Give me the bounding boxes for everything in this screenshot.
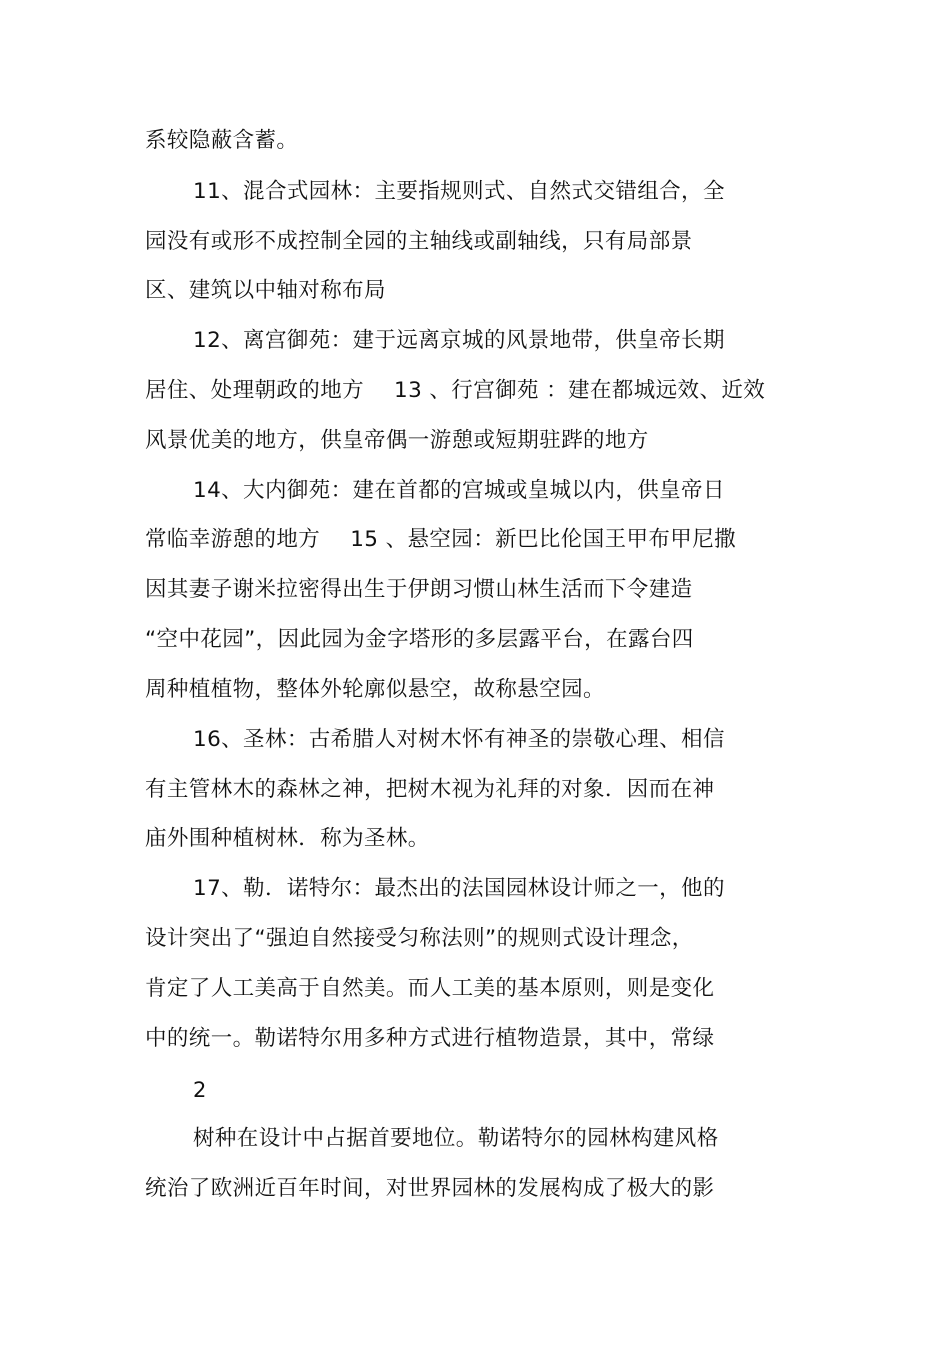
text-line: 中的统一。勒诺特尔用多种方式进行植物造景，其中，常绿 (145, 1026, 715, 1051)
page-number: 2 (193, 1078, 207, 1102)
text-line: 区、建筑以中轴对称布局 (145, 278, 386, 303)
text-line: 系较隐蔽含蓄。 (145, 128, 299, 153)
text-line: 肯定了人工美高于自然美。而人工美的基本原则，则是变化 (145, 976, 715, 1001)
text-line: 因其妻子谢米拉密得出生于伊朗习惯山林生活而下令建造 (145, 577, 693, 602)
text-line: 11、混合式园林：主要指规则式、自然式交错组合，全 (193, 179, 725, 204)
text-line: 设计突出了“强迫自然接受匀称法则”的规则式设计理念， (145, 926, 694, 951)
text-line: 风景优美的地方，供皇帝偶一游憩或短期驻跸的地方 (145, 428, 649, 453)
text-segment: 常临幸游憩的地方 (145, 527, 321, 552)
text-line: “空中花园”，因此园为金字塔形的多层露平台，在露台四 (145, 627, 694, 652)
text-line: 树种在设计中占据首要地位。勒诺特尔的园林构建风格 (193, 1126, 719, 1151)
text-line: 14、大内御苑：建在首都的宫城或皇城以内，供皇帝日 (193, 478, 725, 503)
text-line (145, 525, 736, 555)
text-line: 有主管林木的森林之神，把树木视为礼拜的对象．因而在神 (145, 777, 715, 802)
text-line: 16、圣林：古希腊人对树木怀有神圣的崇敬心理、相信 (193, 727, 725, 752)
text-line: 12、离宫御苑：建于远离京城的风景地带，供皇帝长期 (193, 328, 725, 353)
text-line: 17、勒．诺特尔：最杰出的法国园林设计师之一，他的 (193, 876, 725, 901)
text-line: 园没有或形不成控制全园的主轴线或副轴线，只有局部景 (145, 229, 693, 254)
text-segment: 15 、悬空园：新巴比伦国王甲布甲尼撒 (350, 527, 736, 552)
text-segment: 居住、处理朝政的地方 (145, 378, 365, 403)
text-line: 庙外围种植树林．称为圣林。 (145, 826, 430, 851)
text-line: 统治了欧洲近百年时间，对世界园林的发展构成了极大的影 (145, 1176, 715, 1201)
text-segment: 13 、行宫御苑 ：建在都城远效、近效 (394, 378, 766, 403)
text-line: 周种植植物，整体外轮廓似悬空，故称悬空园。 (145, 677, 605, 702)
text-line (145, 376, 765, 406)
